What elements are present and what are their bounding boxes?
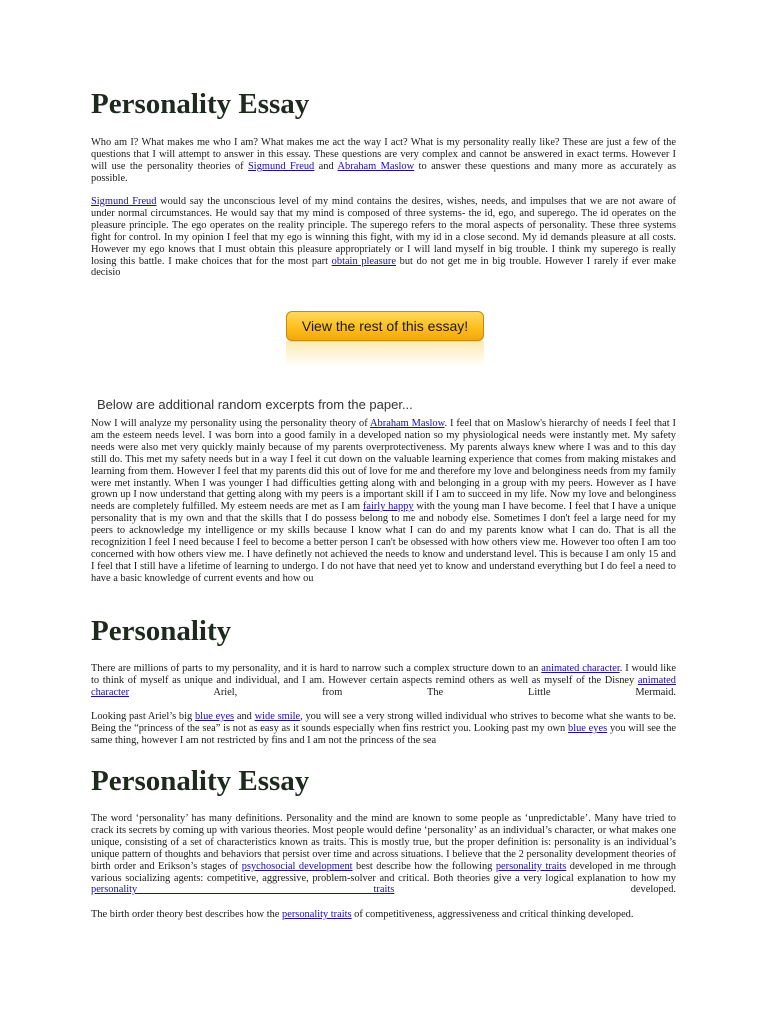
essay2-birth-order-paragraph xyxy=(91,909,676,921)
personality-intro-paragraph xyxy=(91,663,676,699)
text: you will see the same thing, however I am not restricted by fins and I am not the princess of the sea xyxy=(91,722,676,746)
link-abraham-maslow[interactable]: Abraham Maslow xyxy=(370,418,445,429)
personality-title: Personality xyxy=(91,615,232,647)
link-wide-smile[interactable]: wide smile xyxy=(254,711,301,722)
text: with the young man I have become. I feel that I have a unique personality that is my own and that the skills that I do possess belong to me and nobody else. Sometimes I don't feel a large need for my peers to acknowledge my intelligence or my skills because I know what I can do and my parents know what I can do. That is all the recognizition I feel I need because I feel to become a better person I can't be obsessed with how others view me. However too often I am too concerned with how others view me. I have definetly not achieved the needs to know and understand level. This is because I am only 15 and I feel that I still have a lifetime of learning to undergo. I do not have that need yet to know and understand everything but I do feel a need to have a basic knowledge of current events and how ou xyxy=(91,501,676,584)
essay-intro-paragraph xyxy=(91,137,676,185)
text: Ariel, from The Little Mermaid. xyxy=(129,686,676,698)
button-label: View the rest of this essay! xyxy=(301,318,469,334)
text: and xyxy=(314,160,338,172)
link-animated-character[interactable]: animated character xyxy=(541,663,620,674)
button-reflection xyxy=(286,341,484,367)
text: Looking past Ariel’s big xyxy=(91,711,195,722)
text: would say the unconscious level of my mind contains the desires, wishes, needs, and impulses that we are not aware of under normal circumstances. He would say that my mind is composed of three systems- the id, ego, and superego. The id operates on the pleasure principle. The ego operates on the reality principle. The superego refers to the moral aspects of personality. These three systems fight for control. In my opinion I feel that my ego is winning this fight, with my id in a close second. My id demands pleasure at all costs. However my ego knows that I must obtain this pleasure appropriately or I will land myself in big trouble. I think my superego is really losing this battle. I make choices that for the most part xyxy=(91,196,676,267)
text: , you will see a very strong willed individual who strives to become what she wants to be. Being the “princess of the sea” is not as easy as it sounds especially when fins restrict you. Looking past my own xyxy=(91,711,677,734)
essay2-definition-paragraph xyxy=(91,813,676,896)
link-psychosocial-development[interactable]: psychosocial development xyxy=(241,860,353,872)
essay-title: Personality Essay xyxy=(91,88,310,120)
link-personality-traits[interactable]: personality traits xyxy=(91,884,395,896)
link-obtain-pleasure[interactable]: obtain pleasure xyxy=(331,255,396,267)
text: best describe how the following xyxy=(352,860,496,872)
text: There are millions of parts to my personality, and it is hard to narrow such a complex structure down to an xyxy=(91,663,542,674)
link-personality-traits[interactable]: personality traits xyxy=(495,860,567,872)
essay2-title: Personality Essay xyxy=(91,765,310,797)
text: but do not get me in big trouble. However I rarely if ever make decisio xyxy=(91,255,676,279)
link-blue-eyes[interactable]: blue eyes xyxy=(568,722,608,734)
link-fairly-happy[interactable]: fairly happy xyxy=(362,501,414,513)
text: The word ‘personality’ has many definitions. Personality and the mind are known to some people as ‘unpredictable’. Many have tried to crack its secrets by coming up with various theories. Most people would define ‘personality’ as an individual’s character, or what makes one unique, consisting of a set of characteristics known as traits. This is mostly true, but the proper definition is: personality is an individual’s unique pattern of thoughts and behaviors that persist over time and across situations. I believe that the 2 personality development theories of birth order and Erikson’s stages of xyxy=(91,813,676,872)
excerpts-heading: Below are additional random excerpts from the paper... xyxy=(97,397,413,412)
excerpt-maslow-paragraph xyxy=(91,418,676,585)
text: developed in me through various socializing agents: competitive, aggressive, problem-solver and critical. Both theories give a very logical explanation to how my xyxy=(91,860,676,884)
text: and xyxy=(234,711,255,722)
text: The birth order theory best describes how the xyxy=(91,909,283,920)
text: Who am I? What makes me who I am? What makes me act the way I act? What is my personality really like? These are just a few of the questions that I will attempt to answer in this essay. These questions are very complex and cannot be answered in exact terms. However I will use the personality theories of xyxy=(91,137,676,172)
link-sigmund-freud[interactable]: Sigmund Freud xyxy=(248,160,315,172)
text: . I feel that on Maslow's hierarchy of needs I feel that I am the esteem needs level. I was born into a good family in a developed nation so my physiological needs were instantly met. My safety needs were also met very quickly mainly because of my parents overprotectiveness. My parents always knew where I was and to this day still do. This met my safety needs but in a way I feel it cut down on the valuable learning experience that comes from making mistakes and learning from them. However I feel that my parents did this out of love for me and therefore my love and belonginess needs from my family were met instantly. When I was younger I had difficulties getting along with and belonging in a group with my peers. However as I have grown up I now understand that getting along with my peers is a important skill if I am to succeed in my life. Now my love and belonginess needs are completely fulfilled. My esteem needs are met as I am xyxy=(91,418,676,513)
link-personality-traits[interactable]: personality traits xyxy=(282,909,352,920)
essay-freud-paragraph xyxy=(91,196,676,279)
text: to answer these questions and many more as accurately as possible. xyxy=(91,160,676,184)
link-abraham-maslow[interactable]: Abraham Maslow xyxy=(337,160,415,172)
view-rest-of-essay-button[interactable] xyxy=(286,311,484,341)
text: of competitiveness, aggressiveness and critical thinking developed. xyxy=(351,909,634,920)
link-sigmund-freud[interactable]: Sigmund Freud xyxy=(91,196,157,207)
text: Now I will analyze my personality using the personality theory of xyxy=(91,418,371,429)
link-blue-eyes[interactable]: blue eyes xyxy=(194,711,235,722)
text: . I would like to think of myself as unique and individual, and I am. However certain aspects remind others as well as myself of the Disney xyxy=(91,663,676,686)
personality-ariel-paragraph xyxy=(91,711,676,747)
link-animated-character[interactable]: animated character xyxy=(91,674,676,698)
text: developed. xyxy=(394,884,676,896)
